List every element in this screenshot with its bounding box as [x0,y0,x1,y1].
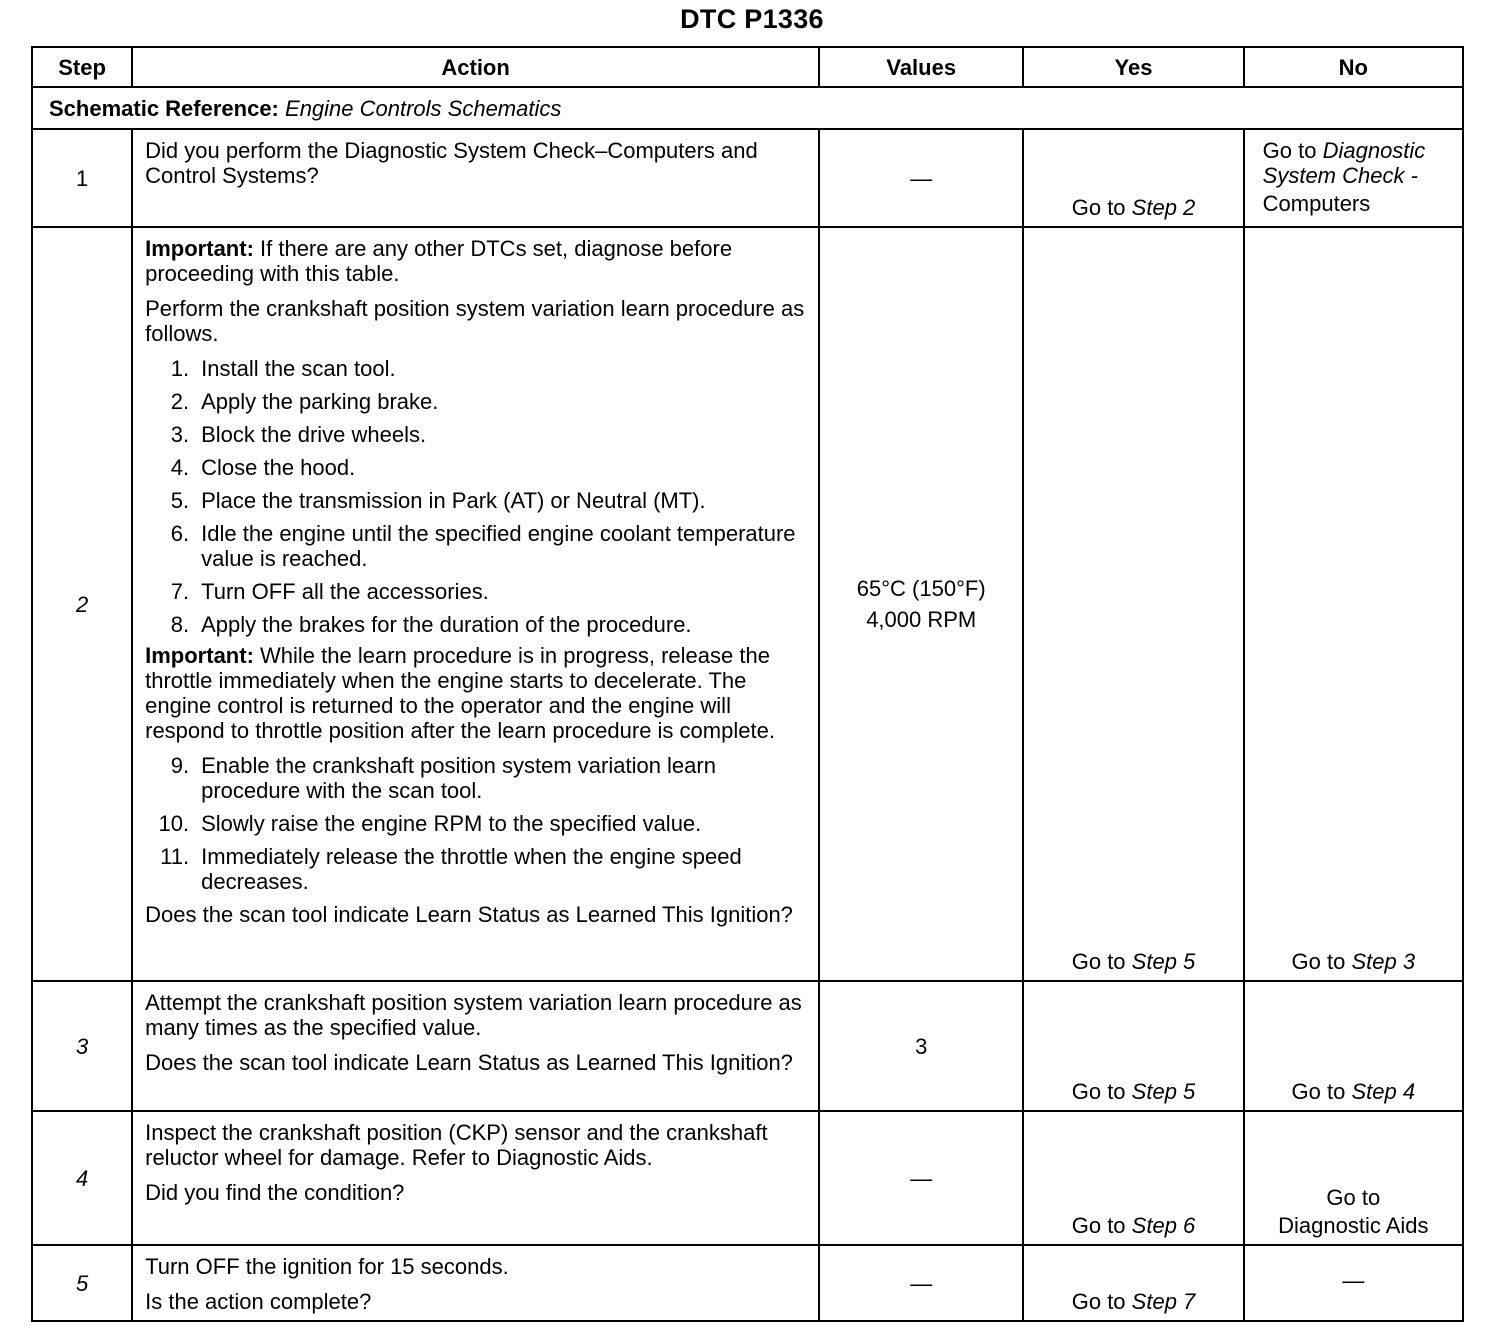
step-text: Apply the brakes for the duration of the procedure. [201,612,692,637]
value-text: — [910,1270,933,1296]
no-cell [1244,1111,1463,1245]
step-text: Apply the parking brake. [201,389,439,414]
procedure-step [145,488,808,513]
schematic-row [32,87,1463,129]
header-values: Values [819,47,1023,87]
no-value: — [1342,1267,1365,1293]
procedure-step [145,356,808,381]
step-text: Slowly raise the engine RPM to the specified value. [201,811,702,836]
header-row [32,47,1463,87]
schematic-value: Engine Controls Schematics [285,95,562,121]
procedure-step [145,612,808,637]
important-text: While the learn procedure is in progress, release the throttle immediately when the engine starts to decelerate. The engine control is returned to the operator and the engine will respond to throttle position after the learn procedure is complete. [145,643,775,743]
no-line: Go to [1326,1185,1381,1210]
values-cell [819,227,1023,981]
table-row [32,981,1463,1111]
yes-cell [1023,227,1243,981]
step-index: 5. [170,488,190,513]
diagnostic-table [31,46,1464,1322]
step-text: Place the transmission in Park (AT) or Neutral (MT). [201,488,706,513]
yes-link[interactable]: Step 5 [1131,949,1196,974]
page-title: DTC P1336 [680,4,824,34]
intro-text: Perform the crankshaft position system variation learn procedure as follows. [145,296,805,346]
values-cell [819,129,1023,227]
step-number: 3 [32,981,132,1111]
question-text: Does the scan tool indicate Learn Status as Learned This Ignition? [145,902,793,927]
step-text: Enable the crankshaft position system variation learn procedure with the scan tool. [201,753,716,803]
value-temperature: 65°C (150°F) [856,576,986,601]
no-link[interactable]: Step 4 [1351,1079,1416,1104]
procedure-step [145,579,808,604]
values-cell [819,1245,1023,1321]
values-cell [819,981,1023,1111]
procedure-step [145,521,808,571]
action-text: Turn OFF the ignition for 15 seconds. [145,1254,509,1279]
step-index: 2. [170,389,190,414]
no-prefix: Go to [1291,1079,1346,1104]
procedure-step [145,389,808,414]
procedure-steps [145,753,808,894]
yes-cell [1023,1111,1243,1245]
step-index: 3. [170,422,190,447]
step-index: 4. [170,455,190,480]
step-text: Immediately release the throttle when the engine speed decreases. [201,844,742,894]
no-cell [1244,1245,1463,1321]
no-suffix: Computers [1262,191,1371,216]
no-cell [1244,129,1463,227]
procedure-step [145,844,808,894]
no-link[interactable]: Step 3 [1351,949,1416,974]
yes-prefix: Go to [1071,1289,1126,1314]
no-cell [1244,981,1463,1111]
values-cell [819,1111,1023,1245]
yes-link[interactable]: Step 6 [1131,1213,1196,1238]
schematic-reference [32,87,1463,129]
no-prefix: Go to [1291,949,1346,974]
step-index: 11. [160,844,190,869]
no-link[interactable]: Diagnostic Aids [1278,1213,1429,1238]
step-text: Close the hood. [201,455,356,480]
yes-cell [1023,1245,1243,1321]
step-index: 1. [170,356,190,381]
yes-prefix: Go to [1071,1213,1126,1238]
step-text: Block the drive wheels. [201,422,427,447]
yes-link[interactable]: Step 7 [1131,1289,1196,1314]
schematic-label: Schematic Reference: [49,95,279,121]
header-no: No [1244,47,1463,87]
yes-link[interactable]: Step 5 [1131,1079,1196,1104]
important-label: Important: [145,643,254,668]
question-text: Does the scan tool indicate Learn Status as Learned This Ignition? [145,1050,793,1075]
value-text: — [910,1165,933,1191]
action-cell [132,227,819,981]
no-link[interactable]: Diagnostic System Check - [1262,138,1426,188]
yes-cell [1023,129,1243,227]
table-row [32,227,1463,981]
no-cell [1244,227,1463,981]
header-yes: Yes [1023,47,1243,87]
question-text: Is the action complete? [145,1289,372,1314]
action-cell [132,981,819,1111]
procedure-step [145,455,808,480]
step-number: 2 [32,227,132,981]
table-row [32,129,1463,227]
question-text: Did you find the condition? [145,1180,405,1205]
procedure-step [145,422,808,447]
step-text: Turn OFF all the accessories. [201,579,489,604]
procedure-step [145,753,808,803]
table-row [32,1111,1463,1245]
step-index: 10. [158,811,190,836]
header-action: Action [132,47,819,87]
value-text: — [910,165,933,191]
important-label: Important: [145,236,254,261]
step-index: 7. [170,579,190,604]
no-prefix: Go to [1262,138,1317,163]
yes-cell [1023,981,1243,1111]
step-index: 8. [170,612,190,637]
action-text: Inspect the crankshaft position (CKP) sensor and the crankshaft reluctor wheel for damage. Refer to Diagnostic Aids. [145,1120,768,1170]
step-number: 5 [32,1245,132,1321]
step-text: Idle the engine until the specified engine coolant temperature value is reached. [201,521,796,571]
step-index: 9. [170,753,190,778]
action-cell [132,1111,819,1245]
yes-prefix: Go to [1071,195,1126,220]
action-text: Did you perform the Diagnostic System Check–Computers and Control Systems? [145,138,758,188]
value-rpm: 4,000 RPM [866,607,977,632]
step-index: 6. [170,521,190,546]
header-step: Step [32,47,132,87]
step-text: Install the scan tool. [201,356,396,381]
action-text: Attempt the crankshaft position system variation learn procedure as many times as the specified value. [145,990,802,1040]
yes-prefix: Go to [1071,1079,1126,1104]
action-cell [132,1245,819,1321]
step-number: 4 [32,1111,132,1245]
table-row [32,1245,1463,1321]
value-text: 3 [915,1033,928,1059]
action-cell [132,129,819,227]
procedure-step [145,811,808,836]
important-text: If there are any other DTCs set, diagnose before proceeding with this table. [145,236,733,286]
yes-prefix: Go to [1071,949,1126,974]
procedure-steps [145,356,808,637]
step-number: 1 [32,129,132,227]
yes-link[interactable]: Step 2 [1131,195,1196,220]
